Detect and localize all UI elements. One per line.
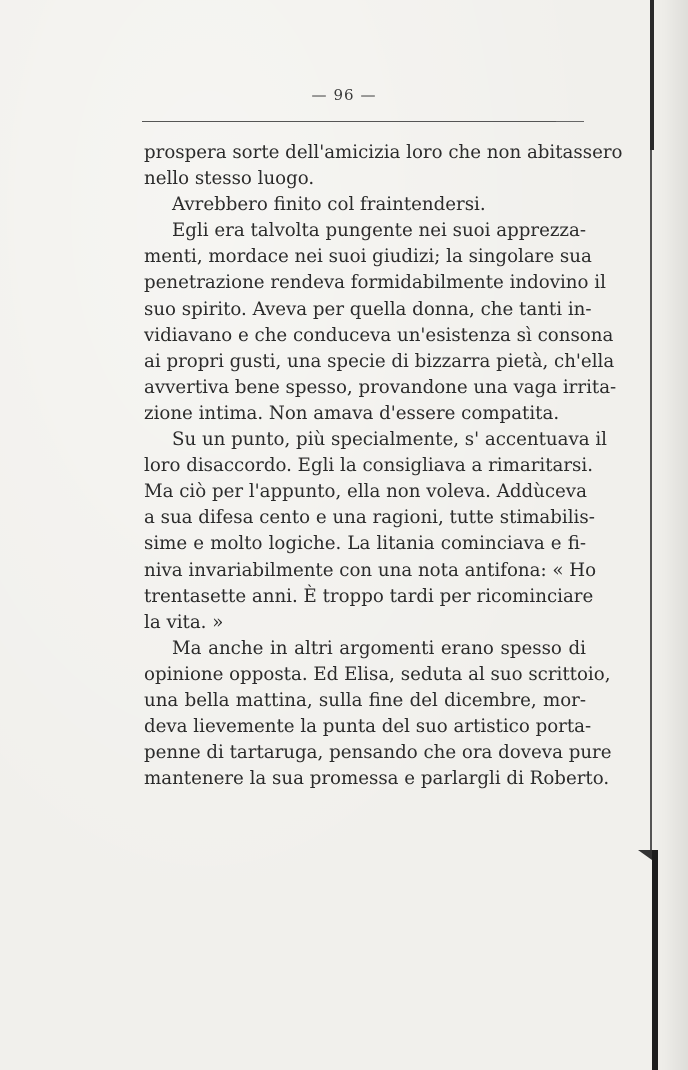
text-line: la vita. » [144,611,224,633]
header-dash-right: — [360,86,377,104]
page-edge-bottom [652,850,658,1070]
page-edge-top [650,0,654,150]
page-edge-line [650,150,652,850]
text-line: nello stesso luogo. [144,168,315,190]
page-header [0,86,688,104]
text-line: penetrazione rendeva formidabilmente indovino il [144,272,606,294]
page-number: 96 [333,86,355,104]
header-dash-left: — [311,86,328,104]
text-line: suo spirito. Aveva per quella donna, che tanti in- [144,298,592,320]
text-line: loro disaccordo. Egli la consigliava a rimaritarsi. [144,455,593,477]
text-line: Ma ciò per l'appunto, ella non voleva. Addùceva [144,481,587,503]
text-line: prospera sorte dell'amicizia loro che non abitassero [144,142,623,163]
body-text [144,140,623,792]
text-line: trentasette anni. È troppo tardi per ricominciare [144,585,594,607]
text-line: Avrebbero finito col fraintendersi. [172,194,486,216]
page-edge-notch [638,850,652,860]
text-line: opinione opposta. Ed Elisa, seduta al suo scrittoio, [144,663,611,685]
header-rule-extension [556,121,584,122]
text-line: sime e molto logiche. La litania cominciava e fi- [144,533,586,555]
text-line: Su un punto, più specialmente, s' accentuava il [172,429,607,451]
text-line: avvertiva bene spesso, provandone una vaga irrita- [144,376,617,398]
text-line: mantenere la sua promessa e parlargli di Roberto. [144,768,610,790]
text-line: una bella mattina, sulla fine del dicembre, mor- [144,689,586,711]
text-line: vidiavano e che conduceva un'esistenza sì consona [144,324,614,346]
text-line: zione intima. Non amava d'essere compatita. [144,402,560,424]
text-line: Egli era talvolta pungente nei suoi apprezza- [172,220,586,242]
header-rule [142,121,582,122]
text-line: niva invariabilmente con una nota antifona: « Ho [144,559,597,581]
text-line: Ma anche in altri argomenti erano spesso di [172,637,586,659]
text-line: deva lievemente la punta del suo artistico porta- [144,716,592,738]
text-line: ai propri gusti, una specie di bizzarra pietà, ch'ella [144,350,615,372]
text-line: penne di tartaruga, pensando che ora doveva pure [144,742,612,764]
text-line: a sua difesa cento e una ragioni, tutte stimabilis- [144,507,595,529]
text-line: menti, mordace nei suoi giudizi; la singolare sua [144,246,592,268]
